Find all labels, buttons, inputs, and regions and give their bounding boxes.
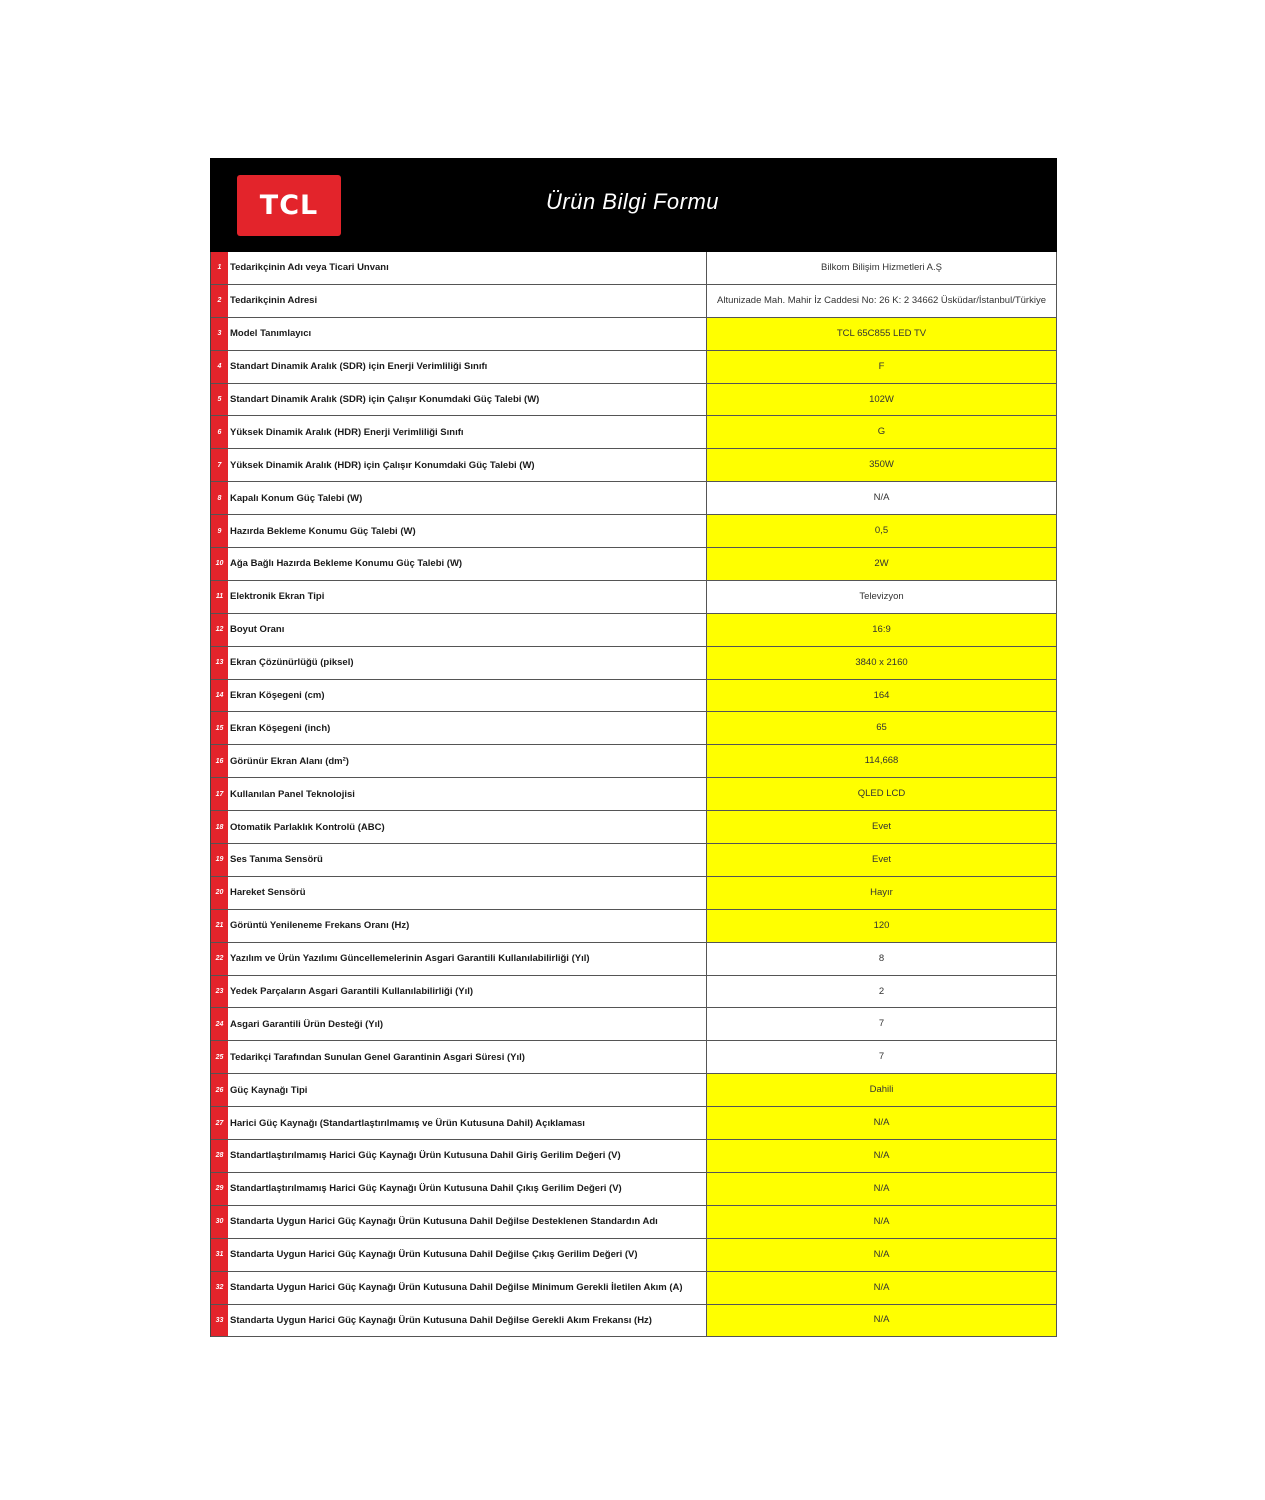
row-label: Yazılım ve Ürün Yazılımı Güncellemelerinin Asgari Garantili Kullanılabilirliği (Yıl) bbox=[228, 943, 707, 975]
row-value: 2 bbox=[707, 976, 1057, 1008]
row-label: Yüksek Dinamik Aralık (HDR) için Çalışır Konumdaki Güç Talebi (W) bbox=[228, 449, 707, 481]
table-row bbox=[211, 976, 1057, 1009]
row-label: Standarta Uygun Harici Güç Kaynağı Ürün Kutusuna Dahil Değilse Desteklenen Standardın Adı bbox=[228, 1206, 707, 1238]
row-label: Standartlaştırılmamış Harici Güç Kaynağı Ürün Kutusuna Dahil Giriş Gerilim Değeri (V) bbox=[228, 1140, 707, 1172]
row-label: Elektronik Ekran Tipi bbox=[228, 581, 707, 613]
row-value: Evet bbox=[707, 811, 1057, 843]
table-row bbox=[211, 844, 1057, 877]
product-info-sheet bbox=[210, 158, 1057, 1337]
row-label: Ağa Bağlı Hazırda Bekleme Konumu Güç Talebi (W) bbox=[228, 548, 707, 580]
tcl-logo bbox=[237, 175, 341, 236]
table-row bbox=[211, 1107, 1057, 1140]
row-number: 10 bbox=[211, 548, 228, 580]
table-row bbox=[211, 680, 1057, 713]
row-label: Görünür Ekran Alanı (dm²) bbox=[228, 745, 707, 777]
row-number: 5 bbox=[211, 384, 228, 416]
row-value: Evet bbox=[707, 844, 1057, 876]
row-label: Standarta Uygun Harici Güç Kaynağı Ürün Kutusuna Dahil Değilse Gerekli Akım Frekansı (Hz) bbox=[228, 1305, 707, 1337]
row-value: 7 bbox=[707, 1008, 1057, 1040]
table-row bbox=[211, 1074, 1057, 1107]
row-number: 16 bbox=[211, 745, 228, 777]
row-value: G bbox=[707, 416, 1057, 448]
row-number: 33 bbox=[211, 1305, 228, 1337]
page-title: Ürün Bilgi Formu bbox=[546, 189, 720, 214]
row-label: Asgari Garantili Ürün Desteği (Yıl) bbox=[228, 1008, 707, 1040]
row-number: 4 bbox=[211, 351, 228, 383]
row-label: Yedek Parçaların Asgari Garantili Kullanılabilirliği (Yıl) bbox=[228, 976, 707, 1008]
row-number: 14 bbox=[211, 680, 228, 712]
row-value: 114,668 bbox=[707, 745, 1057, 777]
row-number: 1 bbox=[211, 252, 228, 284]
row-label: Kapalı Konum Güç Talebi (W) bbox=[228, 482, 707, 514]
row-label: Standartlaştırılmamış Harici Güç Kaynağı Ürün Kutusuna Dahil Çıkış Gerilim Değeri (V) bbox=[228, 1173, 707, 1205]
row-value: 8 bbox=[707, 943, 1057, 975]
row-number: 8 bbox=[211, 482, 228, 514]
table-row bbox=[211, 745, 1057, 778]
logo-text: TCL bbox=[259, 190, 319, 221]
row-number: 6 bbox=[211, 416, 228, 448]
row-label: Ekran Köşegeni (inch) bbox=[228, 712, 707, 744]
row-value: 65 bbox=[707, 712, 1057, 744]
row-value: 3840 x 2160 bbox=[707, 647, 1057, 679]
row-label: Tedarikçi Tarafından Sunulan Genel Garantinin Asgari Süresi (Yıl) bbox=[228, 1041, 707, 1073]
row-label: Tedarikçinin Adı veya Ticari Unvanı bbox=[228, 252, 707, 284]
row-value: 120 bbox=[707, 910, 1057, 942]
row-number: 7 bbox=[211, 449, 228, 481]
row-label: Standarta Uygun Harici Güç Kaynağı Ürün Kutusuna Dahil Değilse Çıkış Gerilim Değeri (V) bbox=[228, 1239, 707, 1271]
table-row bbox=[211, 910, 1057, 943]
table-row bbox=[211, 416, 1057, 449]
table-row bbox=[211, 1008, 1057, 1041]
row-number: 26 bbox=[211, 1074, 228, 1106]
row-number: 27 bbox=[211, 1107, 228, 1139]
row-value: 2W bbox=[707, 548, 1057, 580]
row-number: 22 bbox=[211, 943, 228, 975]
row-value: TCL 65C855 LED TV bbox=[707, 318, 1057, 350]
row-number: 19 bbox=[211, 844, 228, 876]
row-number: 13 bbox=[211, 647, 228, 679]
row-number: 20 bbox=[211, 877, 228, 909]
table-row bbox=[211, 581, 1057, 614]
row-label: Ekran Köşegeni (cm) bbox=[228, 680, 707, 712]
row-label: Boyut Oranı bbox=[228, 614, 707, 646]
row-value: Altunizade Mah. Mahir İz Caddesi No: 26 K: 2 34662 Üsküdar/İstanbul/Türkiye bbox=[707, 285, 1057, 317]
row-number: 25 bbox=[211, 1041, 228, 1073]
table-row bbox=[211, 351, 1057, 384]
row-label: Tedarikçinin Adresi bbox=[228, 285, 707, 317]
row-number: 24 bbox=[211, 1008, 228, 1040]
row-label: Standart Dinamik Aralık (SDR) için Enerji Verimliliği Sınıfı bbox=[228, 351, 707, 383]
row-number: 3 bbox=[211, 318, 228, 350]
row-number: 11 bbox=[211, 581, 228, 613]
table-row bbox=[211, 252, 1057, 285]
table-row bbox=[211, 1041, 1057, 1074]
table-row bbox=[211, 285, 1057, 318]
row-number: 15 bbox=[211, 712, 228, 744]
row-value: Dahili bbox=[707, 1074, 1057, 1106]
table-row bbox=[211, 548, 1057, 581]
row-value: Televizyon bbox=[707, 581, 1057, 613]
table-row bbox=[211, 647, 1057, 680]
row-label: Otomatik Parlaklık Kontrolü (ABC) bbox=[228, 811, 707, 843]
row-value: Hayır bbox=[707, 877, 1057, 909]
sheet-header bbox=[210, 158, 1057, 252]
row-label: Ses Tanıma Sensörü bbox=[228, 844, 707, 876]
row-value: N/A bbox=[707, 1305, 1057, 1337]
row-value: 7 bbox=[707, 1041, 1057, 1073]
row-label: Standarta Uygun Harici Güç Kaynağı Ürün Kutusuna Dahil Değilse Minimum Gerekli İletilen Akım (A) bbox=[228, 1272, 707, 1304]
row-label: Kullanılan Panel Teknolojisi bbox=[228, 778, 707, 810]
row-value: N/A bbox=[707, 1239, 1057, 1271]
row-number: 9 bbox=[211, 515, 228, 547]
row-number: 18 bbox=[211, 811, 228, 843]
row-number: 23 bbox=[211, 976, 228, 1008]
row-value: N/A bbox=[707, 1206, 1057, 1238]
row-label: Harici Güç Kaynağı (Standartlaştırılmamış ve Ürün Kutusuna Dahil) Açıklaması bbox=[228, 1107, 707, 1139]
row-label: Görüntü Yenileneme Frekans Oranı (Hz) bbox=[228, 910, 707, 942]
row-number: 31 bbox=[211, 1239, 228, 1271]
table-row bbox=[211, 449, 1057, 482]
row-number: 12 bbox=[211, 614, 228, 646]
row-value: F bbox=[707, 351, 1057, 383]
table-row bbox=[211, 614, 1057, 647]
row-value: Bilkom Bilişim Hizmetleri A.Ş bbox=[707, 252, 1057, 284]
table-row bbox=[211, 384, 1057, 417]
row-number: 30 bbox=[211, 1206, 228, 1238]
row-label: Hareket Sensörü bbox=[228, 877, 707, 909]
table-row bbox=[211, 1272, 1057, 1305]
row-label: Hazırda Bekleme Konumu Güç Talebi (W) bbox=[228, 515, 707, 547]
row-number: 29 bbox=[211, 1173, 228, 1205]
row-value: 164 bbox=[707, 680, 1057, 712]
row-value: N/A bbox=[707, 1140, 1057, 1172]
row-value: N/A bbox=[707, 1107, 1057, 1139]
row-label: Standart Dinamik Aralık (SDR) için Çalışır Konumdaki Güç Talebi (W) bbox=[228, 384, 707, 416]
row-number: 2 bbox=[211, 285, 228, 317]
row-value: 0,5 bbox=[707, 515, 1057, 547]
table-row bbox=[211, 1305, 1057, 1338]
row-value: QLED LCD bbox=[707, 778, 1057, 810]
row-number: 28 bbox=[211, 1140, 228, 1172]
table-row bbox=[211, 318, 1057, 351]
table-row bbox=[211, 1206, 1057, 1239]
table-row bbox=[211, 1173, 1057, 1206]
table-row bbox=[211, 712, 1057, 745]
row-number: 17 bbox=[211, 778, 228, 810]
row-label: Ekran Çözünürlüğü (piksel) bbox=[228, 647, 707, 679]
row-value: N/A bbox=[707, 1173, 1057, 1205]
row-value: 350W bbox=[707, 449, 1057, 481]
table-row bbox=[211, 943, 1057, 976]
row-number: 32 bbox=[211, 1272, 228, 1304]
table-row bbox=[211, 778, 1057, 811]
table-row bbox=[211, 482, 1057, 515]
table-row bbox=[211, 1239, 1057, 1272]
row-label: Güç Kaynağı Tipi bbox=[228, 1074, 707, 1106]
row-label: Model Tanımlayıcı bbox=[228, 318, 707, 350]
table-row bbox=[211, 1140, 1057, 1173]
table-row bbox=[211, 877, 1057, 910]
info-table bbox=[210, 252, 1057, 1337]
row-label: Yüksek Dinamik Aralık (HDR) Enerji Verimliliği Sınıfı bbox=[228, 416, 707, 448]
row-number: 21 bbox=[211, 910, 228, 942]
row-value: 102W bbox=[707, 384, 1057, 416]
row-value: N/A bbox=[707, 482, 1057, 514]
table-row bbox=[211, 811, 1057, 844]
row-value: N/A bbox=[707, 1272, 1057, 1304]
row-value: 16:9 bbox=[707, 614, 1057, 646]
table-row bbox=[211, 515, 1057, 548]
